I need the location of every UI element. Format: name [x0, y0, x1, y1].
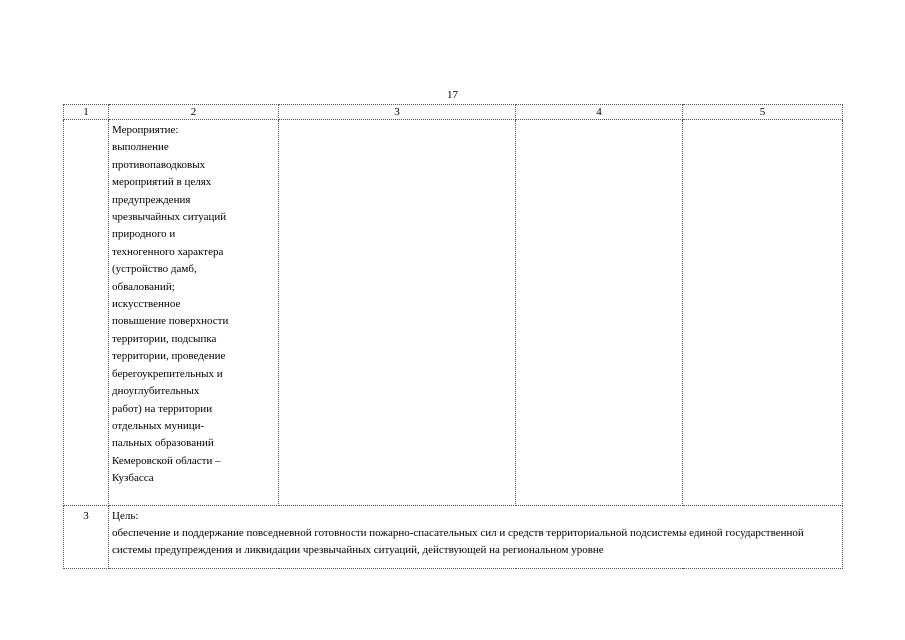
event-description-text: Мероприятие: выполнение противопаводковых мероприятий в целях предупреждения чрезвычайных ситуаций природного и техногенного характера (устройство дамб, обвалований; искусственное повышение поверхности территории, подсыпка территории, проведение берегоукрепительных и дноуглубительных работ) на территории отдельных муници- пальных образований Кемеровской области – Кузбасса [112, 124, 229, 485]
header-col-4: 4 [516, 105, 683, 120]
table-row-goal [64, 506, 843, 569]
header-col-3: 3 [279, 105, 516, 120]
page-number: 17 [447, 89, 458, 101]
event-description-cell [109, 120, 279, 506]
header-row [64, 105, 843, 120]
event-col5-cell [683, 120, 843, 506]
event-col4-cell [516, 120, 683, 506]
table-row-event [64, 120, 843, 506]
document-table [63, 104, 843, 569]
header-col-1: 1 [64, 105, 109, 120]
goal-text: обеспечение и поддержание повседневной готовности пожарно-спасательных сил и средств территориальной подсистемы единой государственной системы предупреждения и ликвидации чрезвычайных ситуаций, действующей на региональном уровне [112, 527, 804, 557]
event-number-cell [64, 120, 109, 506]
goal-label: Цель: [112, 510, 139, 522]
header-col-2: 2 [109, 105, 279, 120]
goal-number-cell: 3 [64, 506, 109, 569]
event-col3-cell [279, 120, 516, 506]
goal-cell [109, 506, 843, 569]
header-col-5: 5 [683, 105, 843, 120]
